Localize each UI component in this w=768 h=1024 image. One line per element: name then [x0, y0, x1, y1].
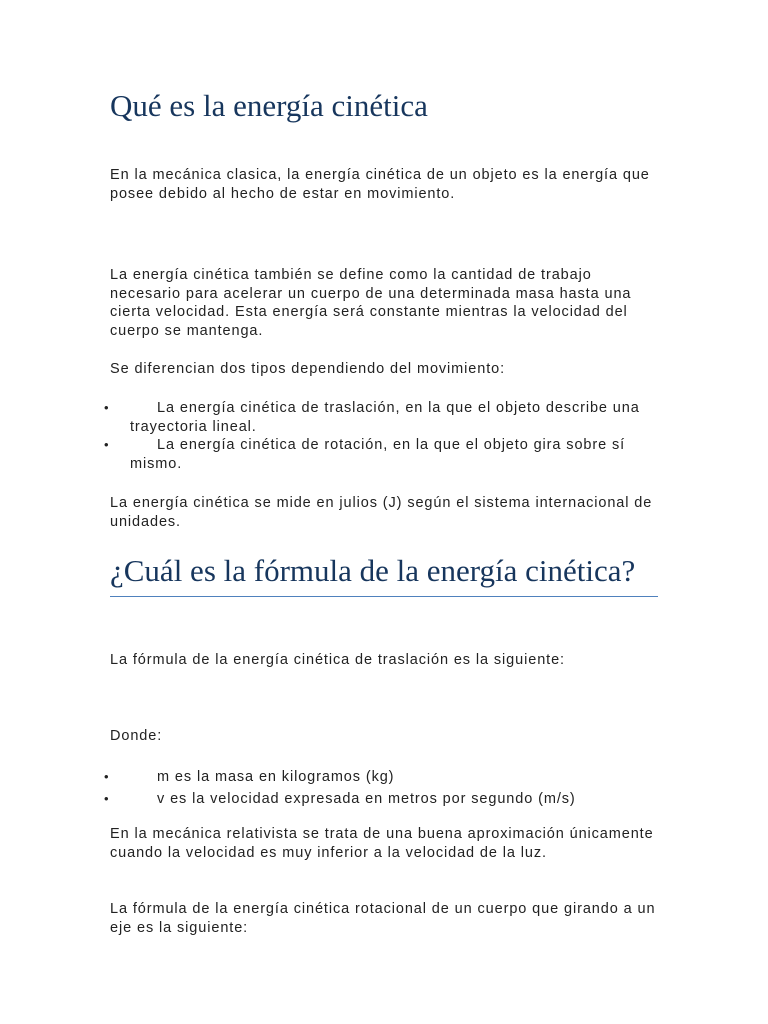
- list-item: [104, 788, 660, 810]
- list-item-text: m es la masa en kilogramos (kg): [157, 769, 395, 785]
- bullet-icon: •: [104, 791, 110, 806]
- list-item: [104, 399, 660, 436]
- list-item-text: La energía cinética de traslación, en la que el objeto describe una trayectoria lineal.: [130, 400, 640, 435]
- units-paragraph: La energía cinética se mide en julios (J) según el sistema internacional de unidades.: [110, 495, 653, 530]
- relativistic-paragraph: En la mecánica relativista se trata de una buena aproximación únicamente cuando la velocidad es muy inferior a la velocidad de la luz.: [110, 826, 654, 861]
- bullet-icon: •: [104, 437, 110, 452]
- intro-paragraph: En la mecánica clasica, la energía cinética de un objeto es la energía que posee debido al hecho de estar en movimiento.: [110, 167, 650, 202]
- list-item: [104, 766, 660, 788]
- section-heading: ¿Cuál es la fórmula de la energía cinética?: [110, 552, 658, 597]
- formula-intro-paragraph: La fórmula de la energía cinética de traslación es la siguiente:: [110, 652, 565, 668]
- definition-paragraph: La energía cinética también se define como la cantidad de trabajo necesario para acelerar un cuerpo de una determinada masa hasta una cierta velocidad. Esta energía será constante mientras la velocidad del cuerpo se mantenga.: [110, 267, 632, 339]
- list-item: [104, 436, 660, 473]
- list-item-text: v es la velocidad expresada en metros por segundo (m/s): [157, 791, 576, 807]
- kinetic-types-list: [104, 399, 660, 473]
- bullet-icon: •: [104, 769, 110, 784]
- bullet-icon: •: [104, 400, 110, 415]
- rotational-formula-paragraph: La fórmula de la energía cinética rotacional de un cuerpo que girando a un eje es la siguiente:: [110, 901, 656, 936]
- where-label: Donde:: [110, 728, 163, 744]
- types-intro-paragraph: Se diferencian dos tipos dependiendo del movimiento:: [110, 361, 506, 377]
- variables-list: [104, 766, 660, 810]
- list-item-text: La energía cinética de rotación, en la que el objeto gira sobre sí mismo.: [130, 437, 626, 472]
- page-title: Qué es la energía cinética: [110, 88, 428, 123]
